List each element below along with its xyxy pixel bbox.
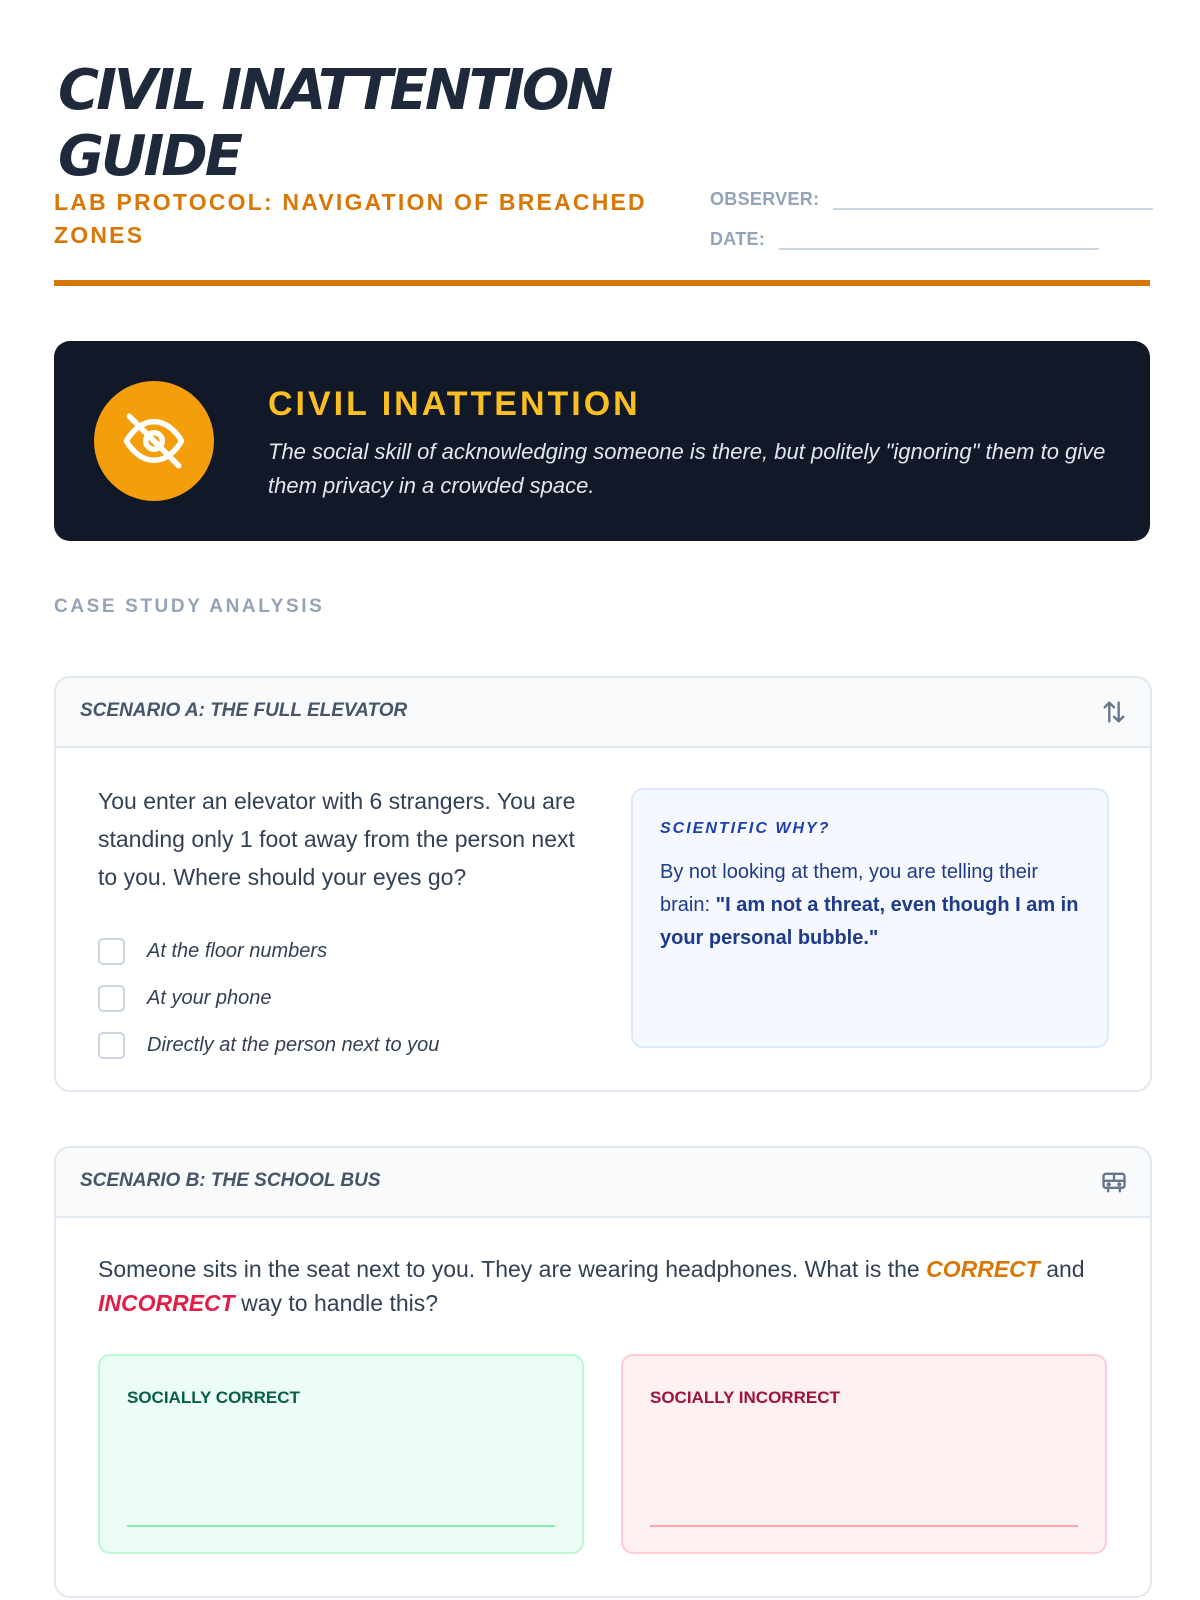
question-text: way to handle this? xyxy=(234,1290,439,1316)
keyword-correct: CORRECT xyxy=(926,1256,1040,1282)
definition-banner xyxy=(54,341,1150,541)
scenario-a-question: You enter an elevator with 6 strangers. You are standing only 1 foot away from the person next to you. Where should your eyes go? xyxy=(98,788,576,890)
option-checkbox[interactable] xyxy=(98,938,125,965)
section-label: CASE STUDY ANALYSIS xyxy=(54,596,325,617)
scenario-b-card xyxy=(54,1146,1152,1598)
socially-correct-title: SOCIALLY CORRECT xyxy=(127,1388,300,1407)
scenario-a-card xyxy=(54,676,1152,1092)
option-checkbox[interactable] xyxy=(98,1032,125,1059)
scientific-why-text xyxy=(660,856,1080,955)
option-label: At your phone xyxy=(147,987,272,1009)
question-text: Someone sits in the seat next to you. They are wearing headphones. What is the xyxy=(98,1256,927,1282)
scenario-a-options xyxy=(98,928,439,1069)
header-divider xyxy=(54,280,1150,286)
document-subtitle: LAB PROTOCOL: NAVIGATION OF BREACHED ZONES xyxy=(54,189,647,248)
bus-icon xyxy=(1100,1168,1128,1196)
why-text-quote: "I am not a threat, even though I am in your personal bubble." xyxy=(660,894,1079,949)
scenario-b-title: SCENARIO B: THE SCHOOL BUS xyxy=(80,1170,381,1191)
scientific-why-box xyxy=(631,788,1109,1048)
sort-arrows-icon xyxy=(1100,698,1128,726)
scenario-b-header xyxy=(56,1148,1150,1218)
option-label: At the floor numbers xyxy=(147,940,328,962)
scenario-a-header xyxy=(56,678,1150,748)
definition-heading: CIVIL INATTENTION xyxy=(268,385,641,423)
option-item[interactable] xyxy=(98,1022,439,1069)
socially-incorrect-answer-line[interactable] xyxy=(650,1525,1078,1527)
observer-row xyxy=(710,188,1153,210)
scenario-a-title: SCENARIO A: THE FULL ELEVATOR xyxy=(80,700,408,721)
option-checkbox[interactable] xyxy=(98,985,125,1012)
date-label: DATE: xyxy=(710,229,766,249)
keyword-incorrect: INCORRECT xyxy=(98,1290,235,1316)
socially-correct-answer-line[interactable] xyxy=(127,1525,555,1527)
date-row xyxy=(710,228,1099,250)
document-title: CIVIL INATTENTION GUIDE xyxy=(58,58,611,189)
question-text: and xyxy=(1039,1256,1085,1282)
observer-label: OBSERVER: xyxy=(710,189,820,209)
socially-incorrect-box[interactable] xyxy=(621,1354,1107,1554)
option-label: Directly at the person next to you xyxy=(147,1034,440,1056)
option-item[interactable] xyxy=(98,928,439,975)
why-text-lead: By not looking at them, you are telling their brain: xyxy=(660,861,1038,916)
scenario-b-question xyxy=(98,1252,1108,1320)
observer-field[interactable] xyxy=(833,188,1153,210)
eye-slash-icon xyxy=(94,381,214,501)
definition-text: The social skill of acknowledging someone is there, but politely "ignoring" them to give them privacy in a crowded space. xyxy=(268,439,1106,498)
socially-incorrect-title: SOCIALLY INCORRECT xyxy=(650,1388,840,1407)
scientific-why-title: SCIENTIFIC WHY? xyxy=(660,820,831,837)
socially-correct-box[interactable] xyxy=(98,1354,584,1554)
option-item[interactable] xyxy=(98,975,439,1022)
date-field[interactable] xyxy=(779,228,1099,250)
